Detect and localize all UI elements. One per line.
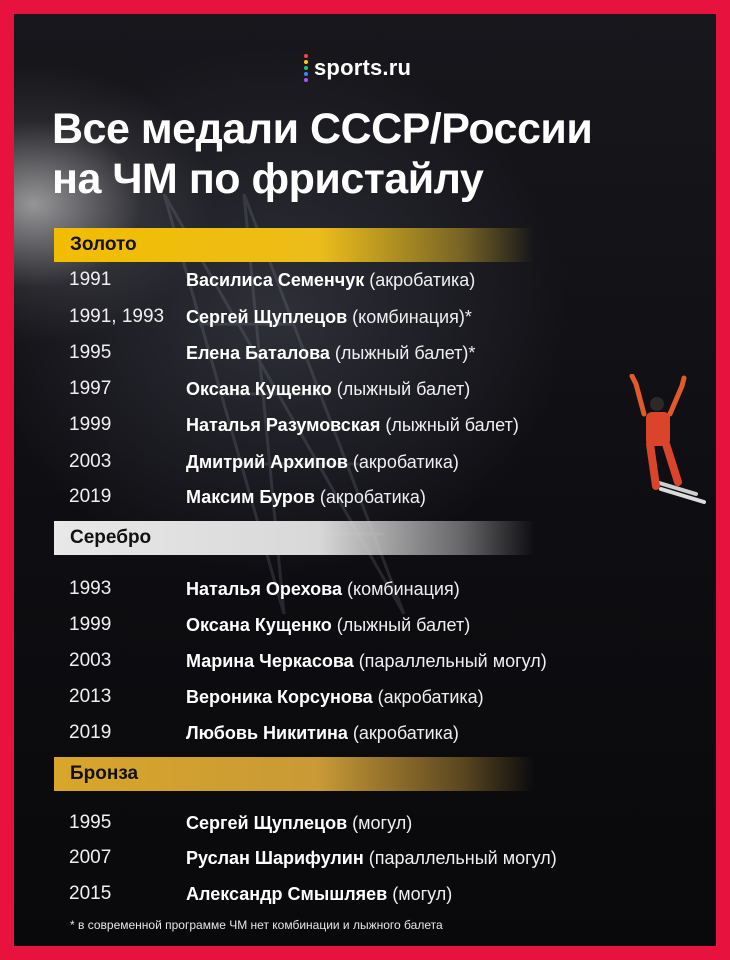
- athlete-name: Руслан Шарифулин: [186, 847, 364, 868]
- freestyle-skier-image: [626, 374, 706, 504]
- section-header-silver: [54, 521, 534, 555]
- section-label: Бронза: [70, 763, 139, 784]
- medal-year: 1993: [69, 578, 112, 599]
- medal-row: [69, 682, 484, 712]
- discipline: (могул): [352, 812, 413, 833]
- discipline: (могул): [392, 883, 453, 904]
- medal-row: [69, 610, 470, 640]
- discipline: (акробатика): [352, 722, 459, 743]
- medal-year: 2019: [69, 722, 112, 743]
- discipline: (параллельный могул): [358, 650, 547, 671]
- medal-year: 2003: [69, 650, 112, 671]
- discipline: (комбинация)*: [352, 306, 472, 327]
- athlete-name: Елена Баталова: [186, 342, 330, 363]
- athlete-name: Василиса Семенчук: [186, 269, 365, 290]
- medal-year: 1995: [69, 812, 112, 833]
- athlete-name: Оксана Кущенко: [186, 378, 332, 399]
- discipline: (лыжный балет): [385, 414, 519, 435]
- athlete-name: Любовь Никитина: [186, 722, 348, 743]
- discipline: (параллельный могул): [368, 847, 557, 868]
- logo-dots-icon: [304, 54, 308, 82]
- medal-year: 1991: [69, 269, 112, 290]
- athlete-name: Вероника Корсунова: [186, 686, 373, 707]
- medal-row: [69, 843, 557, 873]
- medal-row: [69, 302, 472, 332]
- sports-ru-logo: [304, 54, 411, 82]
- medal-year: 1991, 1993: [69, 306, 165, 327]
- medal-row: [69, 879, 452, 909]
- medal-row: [69, 718, 459, 748]
- section-header-gold: [54, 228, 534, 262]
- medal-year: 1997: [69, 378, 112, 399]
- discipline: (акробатика): [319, 486, 426, 507]
- athlete-name: Сергей Щуплецов: [186, 306, 348, 327]
- section-header-bronze: [54, 757, 534, 791]
- athlete-name: Наталья Орехова: [186, 578, 343, 599]
- section-label: Серебро: [70, 527, 152, 548]
- athlete-name: Александр Смышляев: [186, 883, 388, 904]
- poster: [14, 14, 716, 946]
- medal-row: [69, 574, 460, 604]
- logo-text: sports.ru: [314, 55, 412, 80]
- athlete-name: Марина Черкасова: [186, 650, 354, 671]
- footnote: * в современной программе ЧМ нет комбинации и лыжного балета: [70, 918, 443, 932]
- athlete-name: Наталья Разумовская: [186, 414, 381, 435]
- medal-year: 2013: [69, 686, 112, 707]
- athlete-name: Максим Буров: [186, 486, 315, 507]
- medal-year: 1995: [69, 342, 112, 363]
- medal-row: [69, 410, 519, 440]
- medal-row: [69, 646, 547, 676]
- medal-year: 1999: [69, 414, 112, 435]
- athlete-name: Дмитрий Архипов: [186, 451, 348, 472]
- athlete-name: Сергей Щуплецов: [186, 812, 348, 833]
- medal-row: [69, 482, 426, 512]
- medal-year: 2003: [69, 451, 112, 472]
- medal-row: [69, 338, 475, 368]
- discipline: (акробатика): [377, 686, 484, 707]
- athlete-name: Оксана Кущенко: [186, 614, 332, 635]
- medal-year: 1999: [69, 614, 112, 635]
- section-label: Золото: [70, 234, 137, 255]
- medal-year: 2015: [69, 883, 112, 904]
- discipline: (акробатика): [369, 269, 476, 290]
- discipline: (лыжный балет): [336, 614, 471, 635]
- title-line-2: на ЧМ по фристайлу: [52, 155, 484, 203]
- title-line-1: Все медали СССР/России: [52, 105, 593, 153]
- discipline: (лыжный балет): [336, 378, 471, 399]
- medal-row: [69, 447, 459, 477]
- medal-row: [69, 265, 475, 295]
- page-title: [52, 104, 692, 204]
- discipline: (комбинация): [347, 578, 460, 599]
- medal-row: [69, 808, 412, 838]
- medal-row: [69, 374, 470, 404]
- medal-year: 2007: [69, 847, 112, 868]
- discipline: (акробатика): [352, 451, 459, 472]
- medal-year: 2019: [69, 486, 112, 507]
- discipline: (лыжный балет)*: [334, 342, 476, 363]
